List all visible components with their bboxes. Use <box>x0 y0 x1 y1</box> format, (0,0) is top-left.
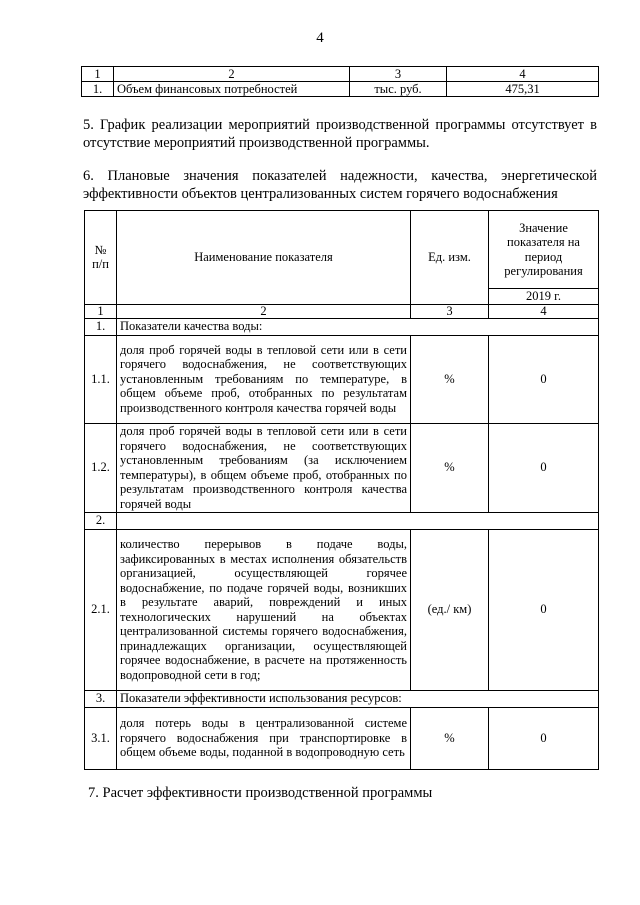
section-title: Показатели качества воды: <box>117 318 599 335</box>
row-value: 0 <box>489 707 599 769</box>
row-number: 3.1. <box>85 707 117 769</box>
section-number: 2. <box>85 512 117 529</box>
row-unit: % <box>411 707 489 769</box>
section-number: 1. <box>85 318 117 335</box>
table-row <box>82 82 599 97</box>
row-name: доля потерь воды в централизованной системе горячего водоснабжения при транспортировке в общем объеме воды, поданной в водопроводную сеть <box>117 707 411 769</box>
row-name: Объем финансовых потребностей <box>114 82 350 97</box>
row-number: 1.2. <box>85 423 117 512</box>
table-row <box>85 423 599 512</box>
paragraph-7: 7. Расчет эффективности производственной программы <box>88 785 433 801</box>
section-row <box>85 512 599 529</box>
row-number: 1.1. <box>85 335 117 423</box>
paragraph-6: 6. Плановые значения показателей надежности, качества, энергетической эффективности объектов централизованных систем горячего водоснабжения <box>83 168 597 202</box>
col-number-cell: 1 <box>85 304 117 318</box>
row-number: 1. <box>82 82 114 97</box>
indicators-table <box>84 210 599 770</box>
row-value: 0 <box>489 335 599 423</box>
col-number-cell: 4 <box>489 304 599 318</box>
table-row <box>85 304 599 318</box>
row-number: 2.1. <box>85 529 117 690</box>
finance-table <box>81 66 599 97</box>
paragraph-5: 5. График реализации мероприятий производственной программы отсутствует в отсутствие мероприятий производственной программы. <box>83 117 597 151</box>
section-number: 3. <box>85 690 117 707</box>
header-num: № п/п <box>85 211 117 305</box>
table-row <box>82 67 599 82</box>
col-number-cell: 3 <box>411 304 489 318</box>
row-name: доля проб горячей воды в тепловой сети или в сети горячего водоснабжения, не соответствующих установленным требованиям (за исключением температуры), в общем объеме проб, отобранных по результатам производственного контроля качества горячей воды <box>117 423 411 512</box>
col-number-cell: 1 <box>82 67 114 82</box>
header-name: Наименование показателя <box>117 211 411 305</box>
col-number-cell: 2 <box>114 67 350 82</box>
col-number-cell: 4 <box>447 67 599 82</box>
section-title <box>117 512 599 529</box>
page-number: 4 <box>316 30 324 46</box>
row-name: количество перерывов в подаче воды, зафиксированных в местах исполнения обязательств организацией, осуществляющей горячее водоснабжение, по подаче горячей воды, возникших в результате аварий, повреждений и иных технологических нарушений на объектах централизованной системы горячего водоснабжения, принадлежащих организации, осуществляющей горячее водоснабжение, в расчете на протяженность водопроводной сети в год; <box>117 529 411 690</box>
row-unit: % <box>411 335 489 423</box>
section-title: Показатели эффективности использования ресурсов: <box>117 690 599 707</box>
section-row <box>85 318 599 335</box>
table-row <box>85 707 599 769</box>
row-value: 0 <box>489 529 599 690</box>
row-unit: (ед./ км) <box>411 529 489 690</box>
header-unit: Ед. изм. <box>411 211 489 305</box>
header-value: Значение показателя на период регулирования <box>489 211 599 289</box>
section-row <box>85 690 599 707</box>
table-row <box>85 529 599 690</box>
table-row <box>85 335 599 423</box>
row-name: доля проб горячей воды в тепловой сети или в сети горячего водоснабжения, не соответствующих установленным требованиям по температуре, в общем объеме проб, отобранных по результатам производственного контроля качества горячей воды <box>117 335 411 423</box>
table-header-row <box>85 211 599 289</box>
row-value: 0 <box>489 423 599 512</box>
col-number-cell: 3 <box>350 67 447 82</box>
row-unit: % <box>411 423 489 512</box>
col-number-cell: 2 <box>117 304 411 318</box>
header-year: 2019 г. <box>489 289 599 305</box>
row-value: 475,31 <box>447 82 599 97</box>
row-unit: тыс. руб. <box>350 82 447 97</box>
